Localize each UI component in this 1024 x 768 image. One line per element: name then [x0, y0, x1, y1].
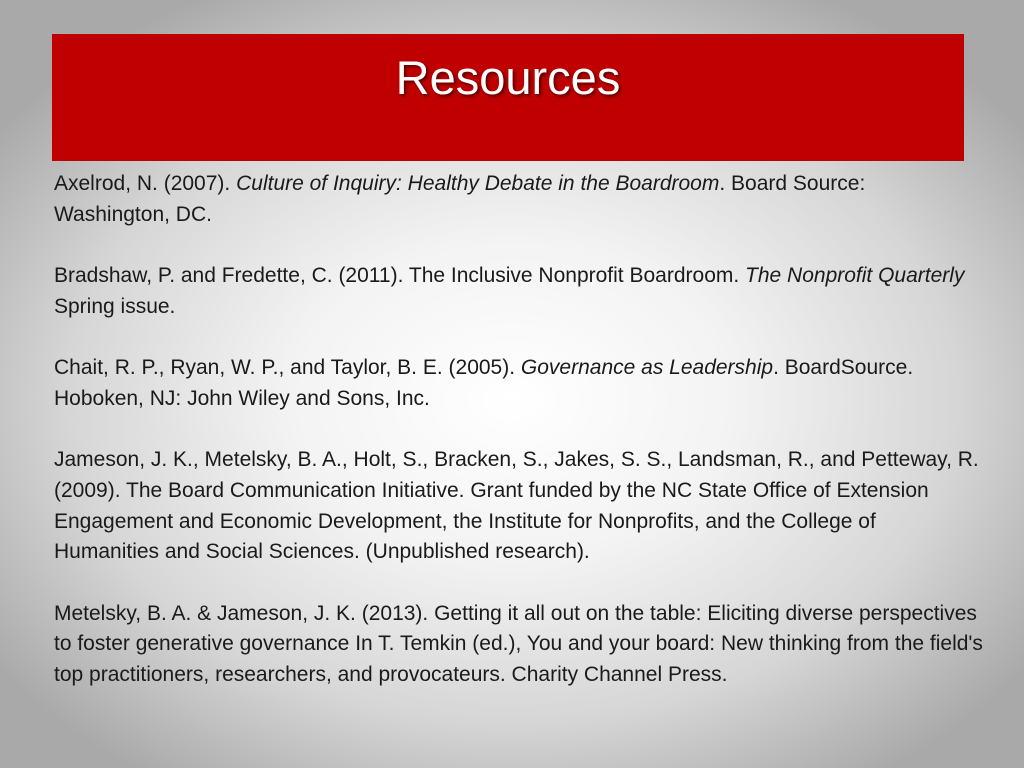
slide-title: Resources: [395, 51, 621, 104]
reference-text: . BoardSource. Hoboken, NJ: John Wiley and Sons, Inc.: [54, 356, 914, 410]
reference-text: Jameson, J. K., Metelsky, B. A., Holt, S., Bracken, S., Jakes, S. S., Landsman, R., and Petteway, R. (2009). The Board Communication Initiative. Grant funded by the NC State Office of Extension Engagement and Economic Development, the Institute for Nonprofits, and the College of Humanities and Social Sciences. (Unpublished research).: [54, 448, 979, 564]
reference-text: Spring issue.: [54, 294, 176, 318]
reference-item: [54, 353, 986, 414]
reference-title: Culture of Inquiry: Healthy Debate in the Boardroom: [236, 172, 720, 195]
reference-item: [54, 261, 986, 322]
reference-text: Axelrod, N. (2007).: [54, 172, 237, 195]
title-bar: [52, 34, 964, 161]
reference-text: Metelsky, B. A. & Jameson, J. K. (2013). Getting it all out on the table: Eliciting diverse perspectives to foster generative governance In T. Temkin (ed.), You and your board: New thinking from the field's top practitioners, researchers, and provocateurs. Charity Channel Press.: [54, 601, 983, 687]
reference-list: [54, 169, 986, 722]
reference-title: Governance as Leadership: [520, 356, 774, 380]
reference-text: . Board Source: Washington, DC.: [54, 172, 866, 226]
reference-text: Chait, R. P., Ryan, W. P., and Taylor, B. E. (2005).: [54, 356, 521, 380]
reference-item: [54, 169, 986, 230]
reference-title: The Nonprofit Quarterly: [745, 264, 965, 288]
reference-text: Bradshaw, P. and Fredette, C. (2011). The Inclusive Nonprofit Boardroom.: [54, 264, 746, 288]
reference-item: [54, 445, 986, 568]
reference-item: [54, 599, 986, 691]
